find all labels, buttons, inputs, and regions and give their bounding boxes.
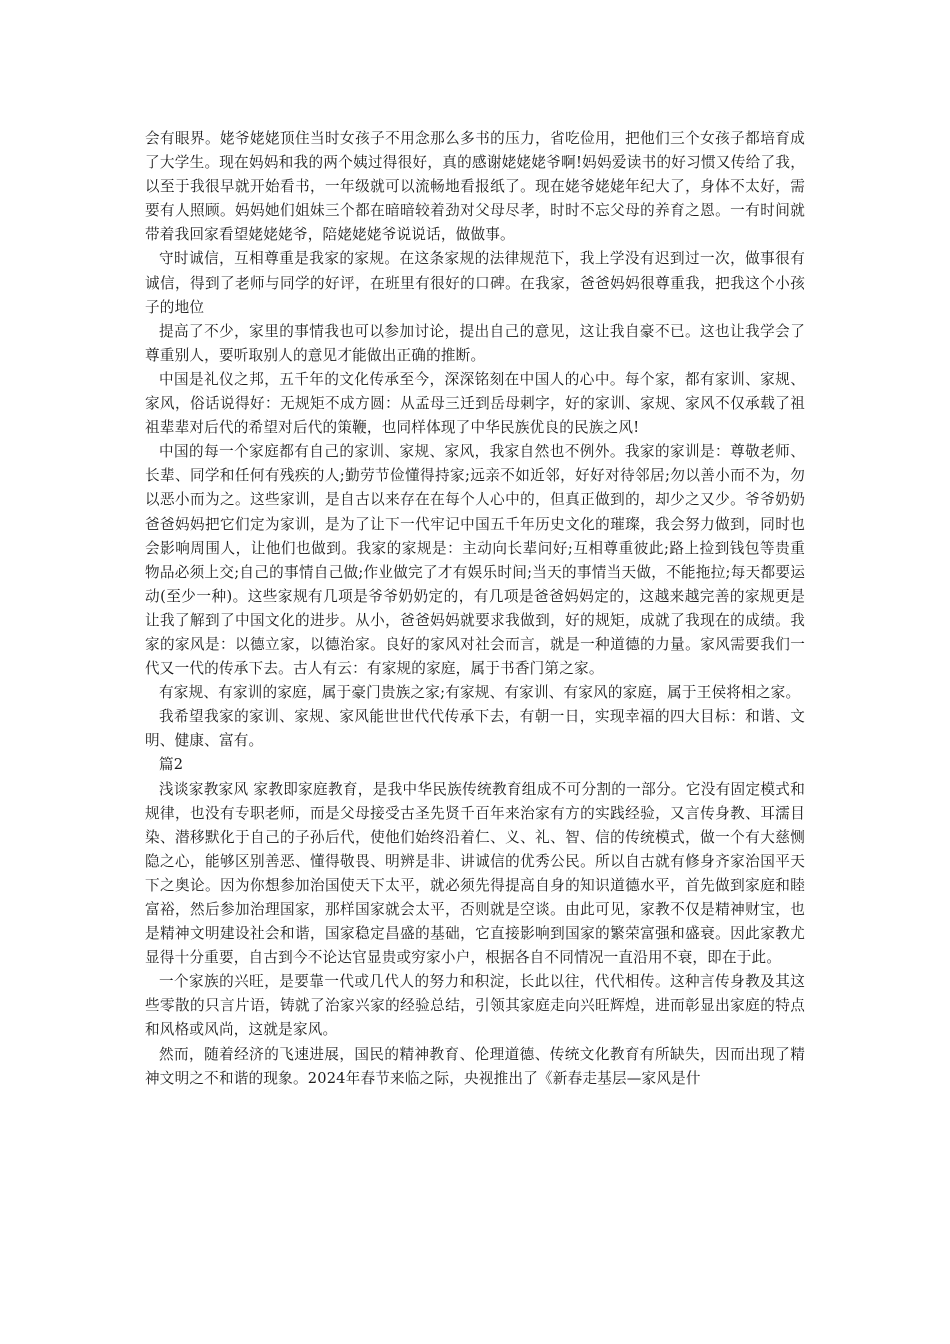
document-body	[145, 127, 805, 1091]
paragraph-7: 我希望我家的家训、家规、家风能世世代代传承下去，有朝一日，实现幸福的四大目标：和谐、文明、健康、富有。	[145, 708, 805, 750]
paragraph-9: 一个家族的兴旺，是要靠一代或几代人的努力和积淀，长此以往，代代相传。这种言传身教及其这些零散的只言片语，铸就了治家兴家的经验总结，引领其家庭走向兴旺辉煌，进而彰显出家庭的特点和风格或风尚，这就是家风。	[145, 973, 805, 1039]
section-heading: 篇2	[159, 756, 184, 774]
paragraph-1: 会有眼界。姥爷姥姥顶住当时女孩子不用念那么多书的压力，省吃俭用，把他们三个女孩子都培育成了大学生。现在妈妈和我的两个姨过得很好，真的感谢姥姥姥爷啊!妈妈爱读书的好习惯又传给了我，以至于我很早就开始看书，一年级就可以流畅地看报纸了。现在姥爷姥姥年纪大了，身体不太好，需要有人照顾。妈妈她们姐妹三个都在暗暗较着劲对父母尽孝，时时不忘父母的养育之恩。一有时间就带着我回家看望姥姥姥爷，陪姥姥姥爷说说话，做做事。	[145, 130, 805, 244]
paragraph-8: 浅谈家教家风 家教即家庭教育，是我中华民族传统教育组成不可分割的一部分。它没有固定模式和规律，也没有专职老师，而是父母接受古圣先贤千百年来治家有方的实践经验，又言传身教、耳濡目染、潜移默化于自己的子孙后代，使他们始终沿着仁、义、礼、智、信的传统模式，做一个有大慈恻隐之心，能够区别善恶、懂得敬畏、明辨是非、讲诚信的优秀公民。所以自古就有修身齐家治国平天下之奥论。因为你想参加治国使天下太平，就必须先得提高自身的知识道德水平，首先做到家庭和睦富裕，然后参加治理国家，那样国家就会太平，否则就是空谈。由此可见，家教不仅是精神财宝，也是精神文明建设社会和谐，国家稳定昌盛的基础，它直接影响到国家的繁荣富强和盛衰。因此家教尤显得十分重要，自古到今不论达官显贵或穷家小户，根据各自不同情况一直沿用不衰，即在于此。	[145, 780, 805, 967]
paragraph-10: 然而，随着经济的飞速进展，国民的精神教育、伦理道德、传统文化教育有所缺失，因而出现了精神文明之不和谐的现象。2024年春节来临之际，央视推出了《新春走基层—家风是什	[145, 1045, 805, 1087]
paragraph-3: 提高了不少，家里的事情我也可以参加讨论，提出自己的意见，这让我自豪不已。这也让我学会了尊重别人，要听取别人的意见才能做出正确的推断。	[145, 322, 805, 364]
paragraph-5: 中国的每一个家庭都有自己的家训、家规、家风，我家自然也不例外。我家的家训是：尊敬老师、长辈、同学和任何有残疾的人;勤劳节俭懂得持家;远亲不如近邻，好好对待邻居;勿以善小而不为，勿以恶小而为之。这些家训，是自古以来存在在每个人心中的，但真正做到的，却少之又少。爷爷奶奶爸爸妈妈把它们定为家训，是为了让下一代牢记中国五千年历史文化的璀璨，我会努力做到，同时也会影响周围人，让他们也做到。我家的家规是：主动向长辈问好;互相尊重彼此;路上捡到钱包等贵重物品必须上交;自己的事情自己做;作业做完了才有娱乐时间;当天的事情当天做，不能拖拉;每天都要运动(至少一种)。这些家规有几项是爷爷奶奶定的，有几项是爸爸妈妈定的，这越来越完善的家规更是让我了解到了中国文化的进步。从小，爸爸妈妈就要求我做到，好的规矩，成就了我现在的成绩。我家的家风是：以德立家，以德治家。良好的家风对社会而言，就是一种道德的力量。家风需要我们一代又一代的传承下去。古人有云：有家规的家庭，属于书香门第之家。	[145, 443, 805, 678]
paragraph-4: 中国是礼仪之邦，五千年的文化传承至今，深深铭刻在中国人的心中。每个家，都有家训、家规、家风，俗话说得好：无规矩不成方圆：从孟母三迁到岳母刺字，好的家训、家规、家风不仅承载了祖祖辈辈对后代的希望对后代的策鞭，也同样体现了中华民族优良的民族之风!	[145, 370, 805, 437]
paragraph-2: 守时诚信，互相尊重是我家的家规。在这条家规的法律规范下，我上学没有迟到过一次，做事很有诚信，得到了老师与同学的好评，在班里有很好的口碑。在我家，爸爸妈妈很尊重我，把我这个小孩子的地位	[145, 250, 805, 316]
paragraph-6: 有家规、有家训的家庭，属于豪门贵族之家;有家规、有家训、有家风的家庭，属于王侯将相之家。	[159, 684, 801, 702]
